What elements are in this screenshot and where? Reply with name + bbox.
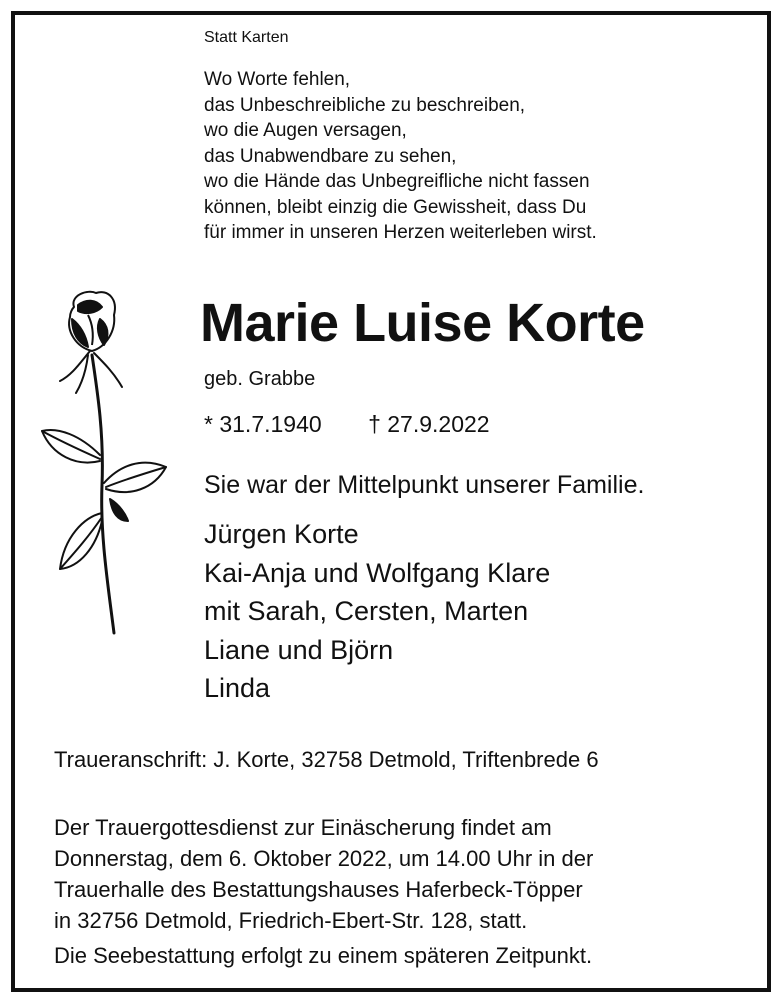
family-member: Jürgen Korte — [204, 519, 359, 549]
poem-line: Wo Worte fehlen, — [204, 69, 351, 90]
mourning-address: Traueranschrift: J. Korte, 32758 Detmold, Triftenbrede 6 — [54, 747, 599, 772]
poem-line: wo die Augen versagen, — [204, 120, 407, 141]
service-line: Trauerhalle des Bestattungshauses Haferbeck-Töpper — [54, 877, 583, 902]
family-list — [204, 515, 550, 708]
service-line: in 32756 Detmold, Friedrich-Ebert-Str. 128, statt. — [54, 908, 528, 933]
life-dates — [204, 411, 490, 438]
family-member: mit Sarah, Cersten, Marten — [204, 596, 529, 626]
family-member: Kai-Anja und Wolfgang Klare — [204, 557, 551, 588]
service-line: Der Trauergottesdienst zur Einäscherung findet am — [54, 815, 552, 840]
poem-line: das Unbeschreibliche zu beschreiben, — [204, 94, 526, 116]
service-line: Donnerstag, dem 6. Oktober 2022, um 14.00 Uhr in der — [54, 846, 594, 871]
poem-line: für immer in unseren Herzen weiterleben wirst. — [204, 222, 597, 243]
rose-illustration — [30, 285, 175, 640]
poem — [204, 67, 597, 246]
family-member: Linda — [204, 673, 271, 703]
tagline: Sie war der Mittelpunkt unserer Familie. — [204, 471, 645, 499]
family-member: Liane und Björn — [204, 634, 394, 665]
service-details — [54, 812, 593, 936]
burial-note: Die Seebestattung erfolgt zu einem späteren Zeitpunkt. — [54, 943, 593, 968]
poem-line: wo die Hände das Unbegreifliche nicht fassen — [204, 171, 590, 192]
poem-line: können, bleibt einzig die Gewissheit, dass Du — [204, 196, 587, 218]
birth-date: * 31.7.1940 — [204, 411, 322, 437]
deceased-name: Marie Luise Korte — [200, 293, 645, 353]
header-text: Statt Karten — [204, 29, 289, 46]
death-date: † 27.9.2022 — [368, 411, 490, 437]
birth-name: geb. Grabbe — [204, 368, 316, 390]
poem-line: das Unabwendbare zu sehen, — [204, 145, 457, 167]
